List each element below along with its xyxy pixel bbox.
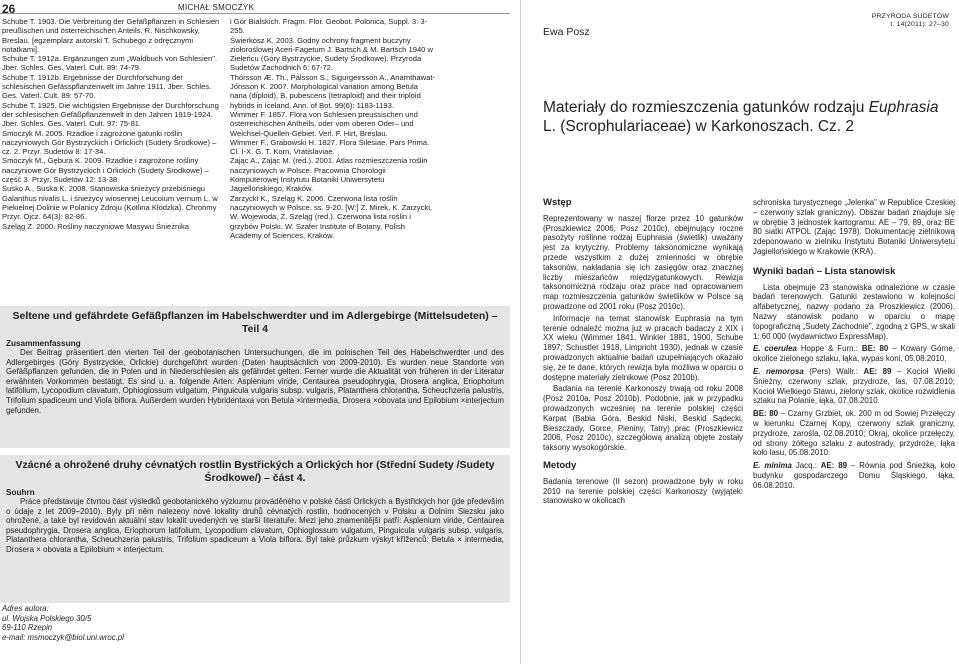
section-heading-methods: Metody: [543, 459, 577, 471]
reference: Schube T. 1912b. Ergebnisse der Durchforschung der schlesischen Gefässpflanzenwelt im Jahre 1911. Jber. Schles. Ges. Vaterl. Cult. 89: 57-70.: [2, 72, 212, 101]
reference: Smoczyk M., Gębura K. 2009. Rzadkie i zagrożone rośliny naczyniowe Gór Bystrzyckich i Orlickich (Sudety Środkowe) – część 3. Przyr. Sudetów 12: 13-38.: [2, 156, 209, 185]
journal-header: [872, 13, 949, 29]
summary-title: Seltene und gefährdete Gefäßpflanzen im Habelschwerdter und im Adlergebirge (Mittelsudeten) – Teil 4: [12, 310, 498, 335]
reference: Thórsson Æ. Th., Pálsson S., Sigurgeirsson A., Anamthawat-Jónsson K. 2007. Morphological variation among Betula nana (diploid), B. pubescens (tetraploid) and their triploid hybrids in Iceland. Ann. of Bot. 99(6): 1183-1193.: [230, 72, 435, 110]
summary-heading: Zusammenfassung: [6, 339, 81, 348]
section-heading-results: Wyniki badań – Lista stanowisk: [753, 265, 896, 277]
species-text: – Czarny Grzbiet, ok. 200 m od Sowiej Przełęczy w kierunku Czarnej Kopy, czerwony szlak graniczny, przydroże, zarośla, 02.08.2010; Okraj, okolice przełęczy, od strony żółtego szlaku z autostrady, przydroże, łąka koło lasu, 05.08.2010.: [753, 409, 955, 458]
email-line: e-mail: msmoczyk@biol.uni.wroc.pl: [2, 632, 124, 642]
reference: Zając A., Zając M. (red.). 2001. Atlas rozmieszczenia roślin naczyniowych w Polsce. Pracownia Chorologii Komputerowej Instytutu Botaniki Uniwersytetu Jagiellońskiego, Kraków.: [230, 156, 428, 194]
reference: Schube T. 1912a. Ergänzungen zum „Waldbuch von Schlesien". Jber. Schles. Ges. Vaterl. Cult. 89: 74-79.: [2, 54, 218, 73]
title-genus: Euphrasia: [868, 99, 939, 116]
article-column-1: [543, 198, 743, 508]
reference: Wimmer F., Grabowski H. 1827. Flora Silesiae. Pars Prima. Cl. I-X. G. T. Korn, Vratislaviae.: [230, 137, 430, 157]
address-label: Adres autora:: [2, 604, 49, 613]
grid-code: BE: 80: [861, 344, 889, 354]
right-page: [520, 0, 959, 664]
header-rule: [0, 13, 510, 14]
summary-german: [0, 306, 510, 448]
page-number: 26: [2, 2, 16, 16]
title-part-1: Materiały do rozmieszczenia gatunków rodzaju: [543, 99, 865, 116]
species-text: – Równia pod Śnieżką, koło budynku gospodarczego Domu Śląskiego, łąka, 06.08.2010.: [753, 461, 955, 490]
title-part-2: L. (Scrophulariaceae) w Karkonoszach. Cz. 2: [543, 118, 855, 135]
address-line: 69-110 Rzepin: [2, 623, 53, 633]
species-name: E. nemorosa: [753, 366, 804, 376]
species-author: Hoppe & Furn.: [800, 344, 856, 354]
reference: Schube T. 1903. Die Verbreitung der Gefäßpflanzen in Schlesien preußischen und österreichischen Anteils. R. Nischkowsky, Breslau. [egzemplarz autorski T. Schubego z odręcznymi notatkami].: [2, 17, 220, 54]
paragraph: schroniska turystycznego „Jelenka" w Republice Czeskiej – czerwony szlak graniczny). Obszar badań znajduje się w obrębie 3 jednostek kartogramu: AE – 79, 89, oraz BE 80 siatki ATPOL (Zając 1978). Dokumentację zielnikową zdeponowano w zielniku Instytutu Botaniki Uniwersytetu Jagiellońskiego w Krakowie (KRA).: [753, 198, 955, 256]
summary-heading: Souhrn: [6, 488, 35, 497]
article-title: [543, 98, 943, 136]
reference: Szeląg Z. 2000. Rośliny naczyniowe Masywu Śnieżnika: [2, 221, 189, 231]
species-entry: E. minima Jacq.: AE: 89 – Równia pod Śnieżką, koło budynku gospodarczego Domu Śląskiego, łąka, 06.08.2010.: [753, 461, 955, 490]
species-name: E. coerulea: [753, 344, 797, 354]
grid-code: AE: 89: [863, 366, 892, 376]
address-line: ul. Wojska Polskiego 30/5: [2, 613, 92, 623]
species-name: E. minima: [753, 461, 792, 471]
summary-text: Práce představuje čtvrtou část výsledků geobotanického výzkumu prováděného v polské části Orlických a Bystřických hor (jde především o údaje z let 2009–2010). Byly při něm nalezeny nové lokality druhů cévnatých rostlin, hodnocených v Polsku a Dolním Slezsku jako ohrožené, a také byl revidován aktuální stav lokalit uvedených ve starší literatuře. Mezi jeho znamenitější patří: Asplenium viride, Centaurea pseudophrygia, Drosera anglica, Eriophorum latifolium, Lycopodium clavatum, Ophioglossum vulgatum, Pinguicula vulgaris subsp. vulgaris, Platanthera chlorantha, Scheuchzeria palustris, Trifolium spadiceum a Viola biflora. Byl také průzkum výskyt kříženců: Betula × intermedia, Drosera × obovata a Epilobium × interjectum.: [6, 497, 504, 554]
summary-title: Vzácné a ohrožené druhy cévnatých rostlin Bystřických a Orlických hor (Střední Sudety /Sudety Środkowe/) – část 4.: [15, 459, 495, 484]
species-text: – Kocioł Wielki Śnieżny, czerwony szlak, przydroże, las, 07.08.2010; Kocioł Wielkiego Stawu, zielony szlak, okolice rozwidlenia szlaku na Polanie, łąka, 07.08.2010.: [753, 366, 956, 406]
reference: Smoczyk M. 2005. Rzadkie i zagrożone gatunki roślin naczyniowych Gór Bystrzyckich i Orlickich (Sudety Środkowe) – cz. 2. Przyr. Sudetów 8: 17-34.: [2, 128, 217, 157]
reference: Wimmer F. 1857. Flora von Schlesien preussischen und österreichischen Antheils, oder vom oberen Oder– und Weichsel-Quellen-Gebiet. Verl. F. Hirt, Breslau.: [230, 109, 418, 138]
running-head: MICHAŁ SMOCZYK: [178, 3, 255, 12]
article-column-2: [753, 198, 955, 493]
species-entry: E. coerulea Hoppe & Furn.: BE: 80 – Kowary Górne, okolice zielonego szlaku, łąka, wypas koni, 05.08.2010.: [753, 344, 955, 364]
author-address: [2, 604, 124, 642]
reference: Świerkosz K. 2003. Godny ochrony fragment buczyny ziołoroślowej Aceri-Fagetum J. Bartsch & M. Bartsch 1940 w Zieleńcu (Góry Bystrzyckie, Sudety Środkowe). Przyroda Sudetów Zachodnich 6: 67-72.: [230, 35, 433, 73]
journal-name: PRZYRODA SUDETÓW: [871, 13, 949, 20]
references-column-1: [2, 17, 220, 231]
summary-text: Der Beitrag präsentiert den vierten Teil der geobotanischen Untersuchungen, die im polnischen Teil des Habelschwerdter und des Adlergebirges (Góry Bystrzyckie, Orlickie) durchgeführt wurden (Daten hauptsächlich von 2009-2010). Es wurden neue Standorte von Gefäßpflanzen gefunden, die in Polen und in Niederschlesien als gefährdet gelten. Ferner wurde die Aktualität von früheren in der Literatur erwähnten Vorkommen bestätigt. Es sind u. a. folgende Arten: Asplenium viride, Centaurea pseudophrygia, Drosera anglica, Eriophorum latifolium, Lycopodium clavatum, Ophioglossum vulgatum, Pinguicula vulgaris subsp. vulgaris, Platanthera chlorantha, Scheuchzeria palustris, Trifolium spadiceum und Viola biflora. Außerdem wurden Hybridentaxa von Betula ×intermedia, Drosera ×obovata und Epilobium ×interjectum gefunden.: [6, 348, 504, 415]
species-entry: E. nemorosa (Pers) Wallr.: AE: 89 – Kocioł Wielki Śnieżny, czerwony szlak, przydroże, las, 07.08.2010; Kocioł Wielkiego Stawu, zielony szlak, okolice rozwidlenia szlaku na Polanie, łąka, 07.08.2010.: [753, 366, 956, 406]
species-entry: [753, 409, 955, 458]
paragraph: Badania na terenie Karkonoszy trwają od roku 2008 (Posz 2010a, Posz 2010b). Podobnie, jak w przypadku prowadzonych wcześniej na terenie polskiej części Karpat (Babia Góra, Beskid Niski, Beskid Sądecki, Bieszczady, Gorce, Pieniny, Tatry) prac (Proszkiewicz 2006, Posz 2010c), szczegółową analizą objęte zostały taksony wysokogórskie.: [543, 384, 743, 453]
paragraph: Reprezentowany w naszej florze przez 10 gatunków (Proszkiewicz 2006, Posz 2010c), obejmujący roczne pasożyty roślinne rodzaj Euphrasia (świetlik) uważany jest za krytyczny. Problemy taksonomiczne wynikają przede wszystkim z dużej zmienności w obrębie taksonów, nakładania się ich zasięgów oraz znacznej liczby mieszańców międzygatunkowych. Rewizja taksonomiczna rodzaju oraz prace nad opracowaniem map rozmieszczenia gatunków świetlików w Polsce są prowadzone od 2001 roku (Posz 2010c).: [543, 213, 743, 311]
paragraph: Informacje na temat stanowisk Euphrasia na tym terenie odnaleźć można już w pracach badaczy z XIX i XX wieku (Wimmer 1841, Winkler 1881, 1900, Schube 1897, Schustler 1918, Limpricht 1930), jednak w czasie prowadzonych aktualnie badań uzupełniających okazało się, że te dane, których rewizja była możliwa w oparciu o dostępne materiały zielnikowe (Posz 2010b).: [543, 313, 743, 382]
species-author: Jacq.: [795, 461, 815, 471]
reference: i Gór Bialskich. Fragm. Flor. Geobot. Polonica, Suppl. 3: 3-255.: [230, 17, 428, 36]
article-author: Ewa Posz: [543, 26, 590, 38]
paragraph: Badania terenowe (II sezon) prowadzone były w roku 2010 na terenie polskiej części Karkonoszy (wyjątek: stanowisko w okolicach: [543, 476, 743, 506]
species-text: – Kowary Górne, okolice zielonego szlaku, łąka, wypas koni, 05.08.2010.: [753, 344, 955, 364]
reference: Susko A., Suska K. 2008. Stanowiska śnieżycy przebiśniegu Galanthus nivalis L. i śnieżycy wiosennej Leucoium vernum L. w Piekielnej Dolinie w Polanicy Zdroju (Kotlina Kłodzka). Chrońmy Przyr. Ojcz. 64(3): 82-86.: [2, 184, 218, 222]
grid-code: BE: 80: [753, 409, 778, 419]
paragraph: Lista obejmuje 23 stanowiska odnalezione w czasie badań terenowych. Gatunki zestawiono w kolejności alfabetycznej, nazwy podano za Proszkiewicz (2006). Nazwy stanowisk podano w oparciu o mapę topograficzną „Sudety Zachodnie", zgodną z GPS, w skali 1: 60 000 (wydawnictwo ExpressMap).: [753, 282, 955, 341]
section-heading-intro: Wstęp: [543, 197, 572, 208]
references-column-2: [230, 17, 435, 240]
grid-code: AE: 89: [820, 461, 848, 471]
reference: Zarzycki K., Szeląg K. 2006. Czerwona lista roślin naczyniowych w Polsce. ss. 9-20. [W:] Z. Mirek, K. Zarzycki, W. Wojewoda, Z. Szeląg (red.). Czerwona lista roślin i grzybów Polski. W. Szafer Institute of Botany, Polish Academy of Sciences, Kraków.: [230, 193, 432, 240]
species-author: (Pers) Wallr.: [809, 366, 856, 376]
reference: Schube T. 1925. Die wichtigsten Ergebnisse der Durchforschung der schlesischen Gefäßpflanzenwelt in den Jahren 1919-1924. Jber. Schles. Ges. Vaterl. Cult. 97: 75-81.: [2, 100, 219, 129]
summary-czech: [0, 455, 510, 603]
journal-volume: t. 14(2011): 27–30: [890, 21, 949, 28]
